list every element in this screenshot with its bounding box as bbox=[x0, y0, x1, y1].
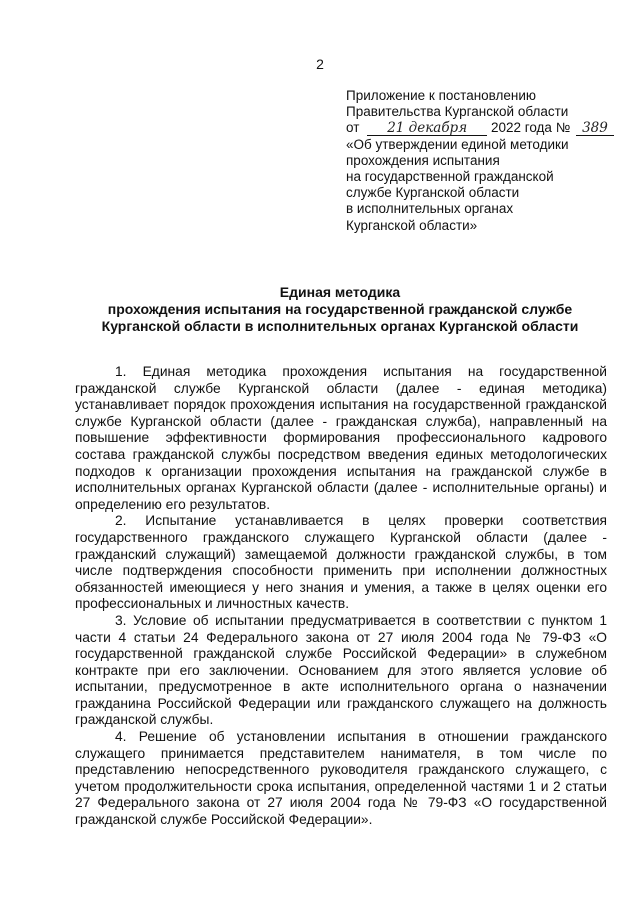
document-body bbox=[75, 364, 607, 829]
title-line-2: прохождения испытания на государственной гражданской службе bbox=[107, 300, 573, 317]
appendix-line-1: Приложение к постановлению bbox=[346, 88, 537, 103]
paragraph-4: 4. Решение об установлении испытания в отношении гражданского служащего принимается представителем нанимателя, в том числе по представлению непосредственного руководителя гражданского служащего, с учетом продолжительности срока испытания, определенной частями 1 и 2 статьи 27 Федерального закона от 27 июля 2004 года № 79-ФЗ «О государственной гражданской службе Российской Федерации». bbox=[75, 729, 607, 828]
paragraph-3: 3. Условие об испытании предусматривается в соответствии с пунктом 1 части 4 статьи 24 Федерального закона от 27 июля 2004 года № 79-ФЗ «О государственной гражданской службе Российской Федерации» в служебном контракте при его заключении. Основанием для этого является условие об испытании, предусмотренное в акте исполнительного органа о назначении гражданина Российской Федерации или гражданского служащего на должность гражданской службы. bbox=[75, 612, 607, 728]
subject-line-5: в исполнительных органах bbox=[346, 201, 514, 217]
date-prefix: от bbox=[346, 120, 360, 136]
year-text: 2022 года № bbox=[490, 120, 571, 136]
appendix-block bbox=[346, 88, 616, 234]
handwritten-date: 21 декабря bbox=[367, 121, 487, 136]
page-number: 2 bbox=[316, 56, 324, 72]
subject-line-1: «Об утверждении единой методики bbox=[346, 136, 569, 152]
appendix-line-2: Правительства Курганской области bbox=[346, 104, 569, 120]
document-title bbox=[70, 284, 610, 334]
appendix-date-line bbox=[346, 120, 616, 136]
handwritten-number: 389 bbox=[576, 121, 614, 136]
subject-line-2: прохождения испытания bbox=[346, 152, 500, 168]
subject-line-4: службе Курганской области bbox=[346, 185, 520, 201]
title-line-3: Курганской области в исполнительных органах Курганской области bbox=[101, 317, 579, 334]
paragraph-2: 2. Испытание устанавливается в целях проверки соответствия государственного гражданского служащего Курганской области (далее - гражданский служащий) замещаемой должности гражданской службы, в том числе подтверждения способности применить при исполнении должностных обязанностей имеющиеся у него знания и умения, а также в целях оценки его профессиональных и личностных качеств. bbox=[75, 513, 607, 612]
subject-line-3: на государственной гражданской bbox=[346, 169, 554, 185]
subject-line-6: Курганской области» bbox=[346, 217, 478, 233]
paragraph-1: 1. Единая методика прохождения испытания на государственной гражданской службе Курганской области (далее - единая методика) устанавливает порядок прохождения испытания на государственной гражданской службе Курганской области (далее - гражданская служба), направленный на повышение эффективности формирования профессионального кадрового состава гражданской службы посредством введения единых методологических подходов к организации прохождения испытания на гражданской службе в исполнительных органах Курганской области (далее - исполнительные органы) и определению его результатов. bbox=[75, 364, 607, 512]
title-line-1: Единая методика bbox=[279, 284, 401, 300]
